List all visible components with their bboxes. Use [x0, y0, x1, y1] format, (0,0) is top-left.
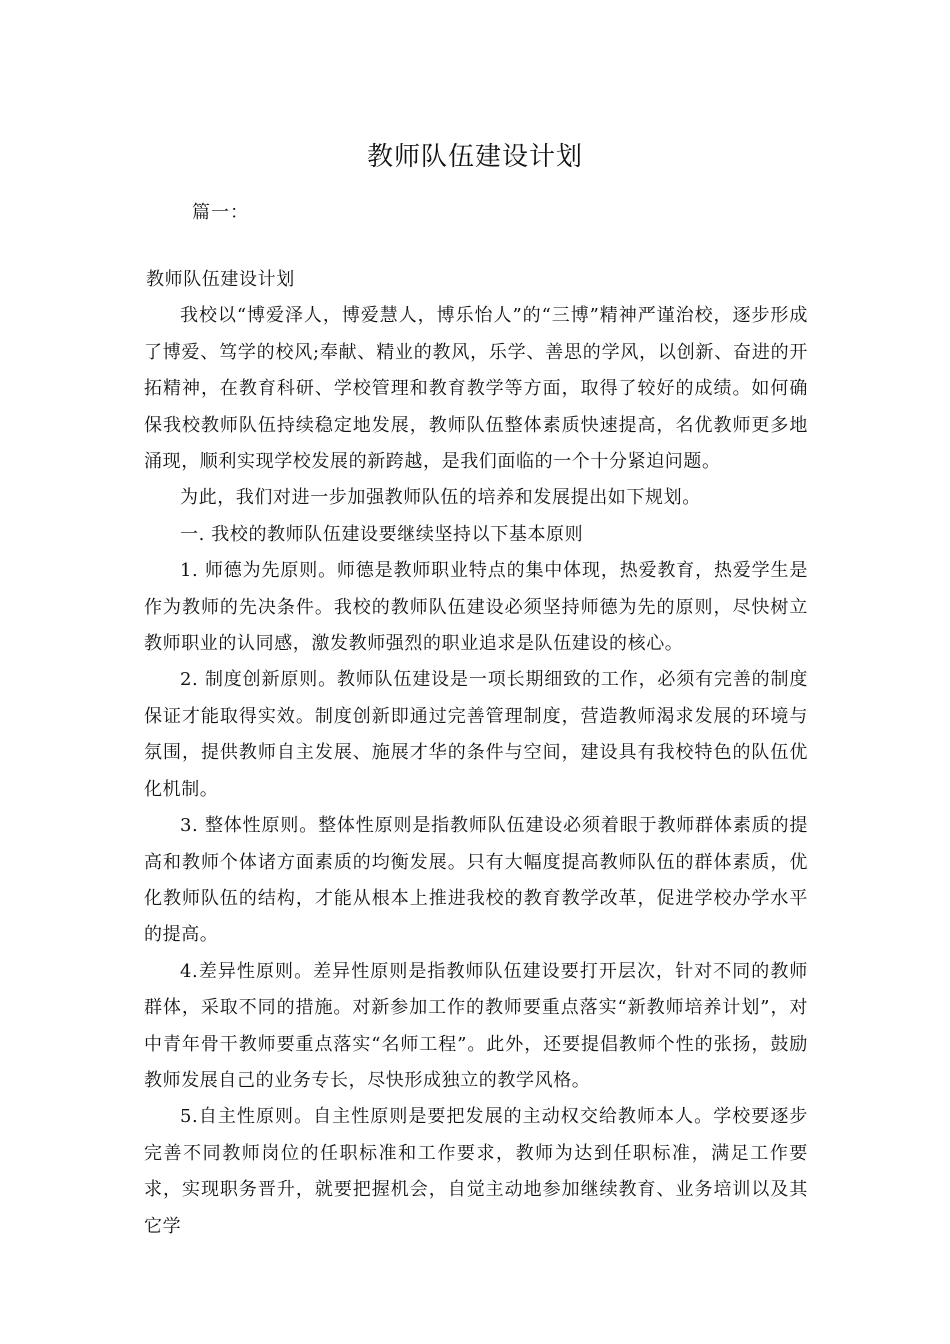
page-title: 教师队伍建设计划: [366, 142, 583, 172]
paragraph-principle-3: 3. 整体性原则。整体性原则是指教师队伍建设必须着眼于教师群体素质的提高和教师个体诸方面素质的均衡发展。只有大幅度提高教师队伍的群体素质，优化教师队伍的结构，才能从根本上推进我校的教育教学改革，促进学校办学水平的提高。: [144, 815, 808, 946]
paragraph-principle-5: 5.自主性原则。自主性原则是要把发展的主动权交给教师本人。学校要逐步完善不同教师岗位的任职标准和工作要求，教师为达到任职标准，满足工作要求，实现职务晋升，就要把握机会，自觉主动地参加继续教育、业务培训以及其它学: [144, 1106, 808, 1237]
paragraph-principle-4: 4.差异性原则。差异性原则是指教师队伍建设要打开层次，针对不同的教师群体，采取不同的措施。对新参加工作的教师要重点落实“新教师培养计划”，对中青年骨干教师要重点落实“名师工程”。此外，还要提倡教师个性的张扬，鼓励教师发展自己的业务专长，尽快形成独立的教学风格。: [144, 960, 808, 1091]
paragraph-principle-2: 2. 制度创新原则。教师队伍建设是一项长期细致的工作，必须有完善的制度保证才能取得实效。制度创新即通过完善管理制度，营造教师渴求发展的环境与氛围，提供教师自主发展、施展才华的条件与空间，建设具有我校特色的队伍优化机制。: [144, 669, 808, 800]
section-heading-principles: 一. 我校的教师队伍建设要继续坚持以下基本原则: [180, 523, 584, 545]
paragraph-principle-1: 1. 师德为先原则。师德是教师职业特点的集中体现，热爱教育，热爱学生是作为教师的先决条件。我校的教师队伍建设必须坚持师德为先的原则，尽快树立教师职业的认同感，激发教师强烈的职业追求是队伍建设的核心。: [144, 560, 808, 655]
paragraph-plan: 为此，我们对进一步加强教师队伍的培养和发展提出如下规划。: [180, 487, 701, 509]
document-body: [144, 262, 808, 1245]
document-heading: 教师队伍建设计划: [146, 269, 295, 290]
section-label: 篇一：: [192, 202, 249, 223]
paragraph-intro: 我校以“博爱泽人，博爱慧人，博乐怡人”的“三博”精神严谨治校，逐步形成了博爱、笃学的校风;奉献、精业的教风，乐学、善思的学风，以创新、奋进的开拓精神，在教育科研、学校管理和教育教学等方面，取得了较好的成绩。如何确保我校教师队伍持续稳定地发展，教师队伍整体素质快速提高，名优教师更多地涌现，顺利实现学校发展的新跨越，是我们面临的一个十分紧迫问题。: [144, 305, 808, 473]
